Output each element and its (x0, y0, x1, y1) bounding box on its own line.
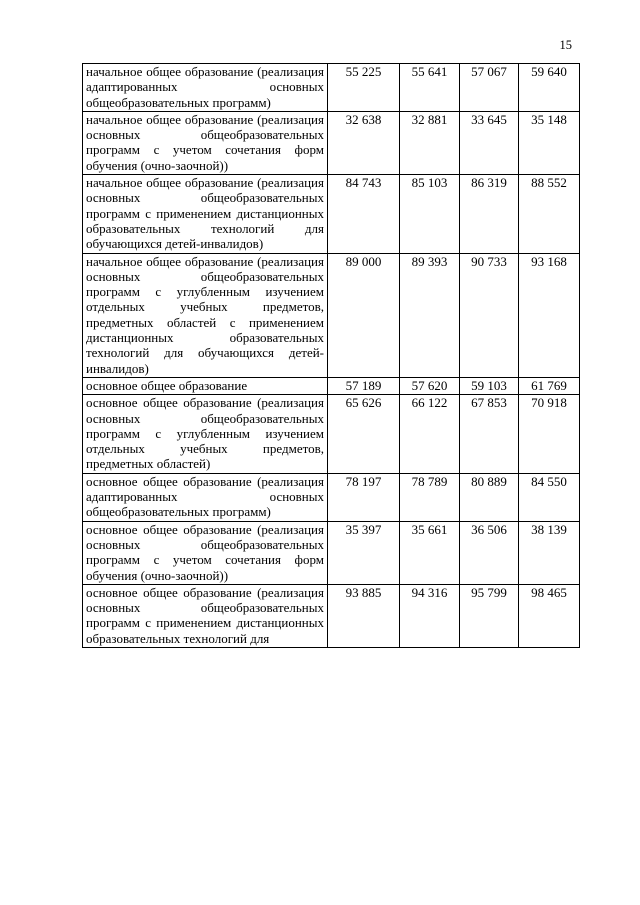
row-value: 89 000 (328, 253, 400, 377)
row-value: 84 550 (519, 473, 580, 521)
row-value: 94 316 (400, 584, 460, 647)
row-value: 70 918 (519, 395, 580, 473)
row-description: начальное общее образование (реализация основных общеобразовательных программ с применением дистанционных образовательных технологий для обучающихся детей-инвалидов) (83, 175, 328, 253)
row-value: 35 397 (328, 521, 400, 584)
table-row (83, 521, 580, 584)
table-row (83, 253, 580, 377)
row-value: 78 789 (400, 473, 460, 521)
row-description: начальное общее образование (реализация адаптированных основных общеобразовательных программ) (83, 64, 328, 112)
row-description: начальное общее образование (реализация основных общеобразовательных программ с учетом сочетания форм обучения (очно-заочной)) (83, 111, 328, 174)
table-row (83, 377, 580, 394)
row-description: основное общее образование (реализация основных общеобразовательных программ с применением дистанционных образовательных технологий для (83, 584, 328, 647)
table-row (83, 395, 580, 473)
row-value: 32 638 (328, 111, 400, 174)
row-value: 85 103 (400, 175, 460, 253)
row-value: 80 889 (460, 473, 519, 521)
cost-table (82, 63, 580, 648)
table-row (83, 175, 580, 253)
table-row (83, 473, 580, 521)
row-value: 95 799 (460, 584, 519, 647)
table-row (83, 584, 580, 647)
row-value: 61 769 (519, 377, 580, 394)
row-value: 59 640 (519, 64, 580, 112)
row-description: основное общее образование (реализация адаптированных основных общеобразовательных программ) (83, 473, 328, 521)
row-value: 57 067 (460, 64, 519, 112)
row-value: 88 552 (519, 175, 580, 253)
row-value: 55 641 (400, 64, 460, 112)
row-description: начальное общее образование (реализация основных общеобразовательных программ с углубленным изучением отдельных учебных предметов, предметных областей с применением дистанционных образовательных технологий для обучающихся детей-инвалидов) (83, 253, 328, 377)
row-value: 35 661 (400, 521, 460, 584)
row-value: 35 148 (519, 111, 580, 174)
row-value: 66 122 (400, 395, 460, 473)
row-description: основное общее образование (83, 377, 328, 394)
row-value: 57 189 (328, 377, 400, 394)
row-value: 33 645 (460, 111, 519, 174)
row-value: 78 197 (328, 473, 400, 521)
row-value: 59 103 (460, 377, 519, 394)
row-value: 38 139 (519, 521, 580, 584)
row-description: основное общее образование (реализация основных общеобразовательных программ с учетом сочетания форм обучения (очно-заочной)) (83, 521, 328, 584)
row-value: 93 168 (519, 253, 580, 377)
row-value: 65 626 (328, 395, 400, 473)
row-value: 86 319 (460, 175, 519, 253)
row-description: основное общее образование (реализация основных общеобразовательных программ с углубленным изучением отдельных учебных предметов, предметных областей) (83, 395, 328, 473)
table-row (83, 64, 580, 112)
table-row (83, 111, 580, 174)
row-value: 55 225 (328, 64, 400, 112)
page-number: 15 (559, 38, 572, 52)
row-value: 93 885 (328, 584, 400, 647)
row-value: 98 465 (519, 584, 580, 647)
row-value: 32 881 (400, 111, 460, 174)
row-value: 89 393 (400, 253, 460, 377)
row-value: 57 620 (400, 377, 460, 394)
row-value: 67 853 (460, 395, 519, 473)
row-value: 36 506 (460, 521, 519, 584)
row-value: 84 743 (328, 175, 400, 253)
row-value: 90 733 (460, 253, 519, 377)
